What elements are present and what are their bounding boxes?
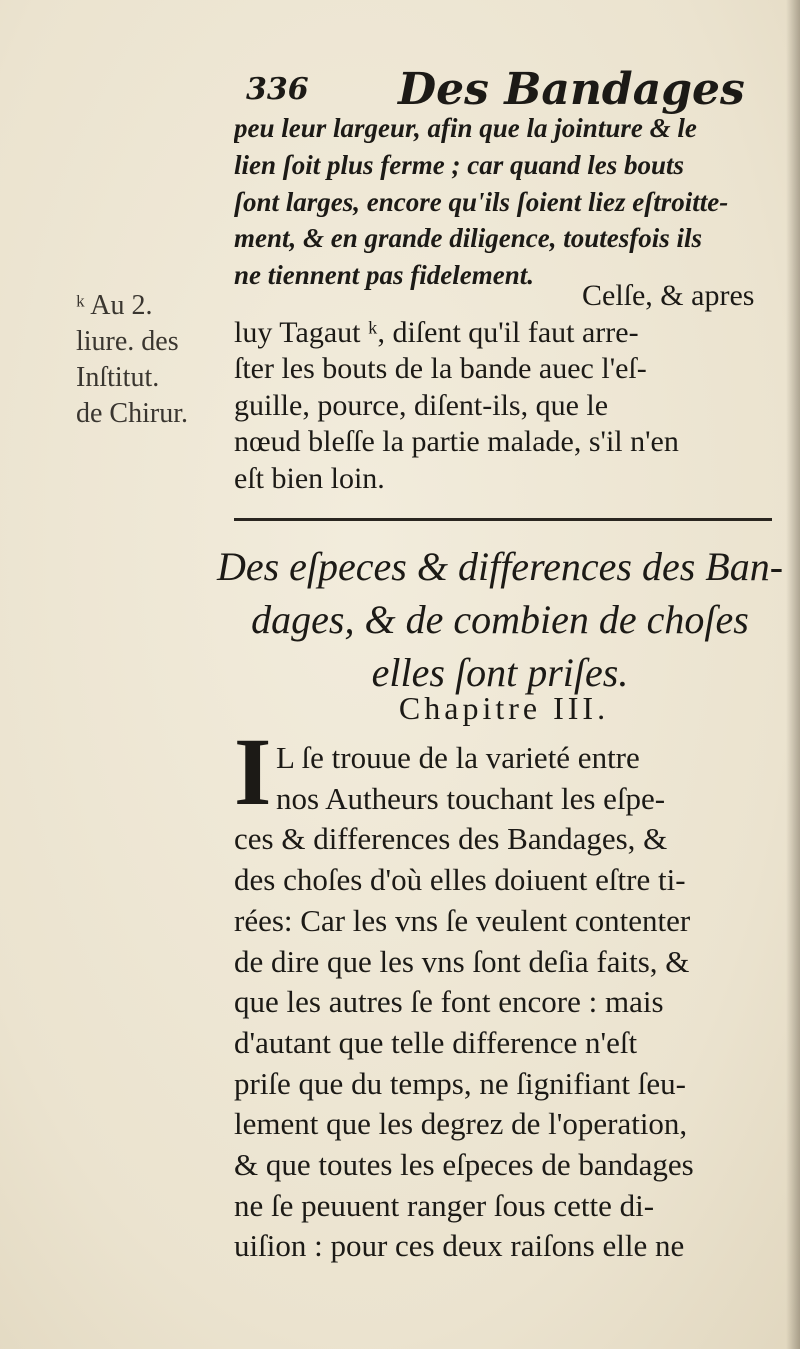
italic-passage xyxy=(234,110,774,294)
text-line: nœud bleſſe la partie malade, s'il n'en xyxy=(234,425,679,458)
running-title: Des Bandages xyxy=(398,64,745,115)
text-line: priſe que du temps, ne ſignifiant ſeu- xyxy=(234,1065,686,1101)
section-title-line: Des eſpeces & differences des Ban- xyxy=(216,544,784,589)
text-line: ne ſe peuuent ranger ſous cette di- xyxy=(234,1187,655,1223)
text-line: eſt bien loin. xyxy=(234,461,385,495)
body-text xyxy=(234,738,784,1267)
margin-note-line: liure. des xyxy=(76,326,179,357)
text-line: de dire que les vns ſont deſia faits, & xyxy=(234,943,690,979)
text-line: lien ſoit plus ferme ; car quand les bouts xyxy=(234,149,685,180)
text-line: ſont larges, encore qu'ils ſoient liez eſtroitte- xyxy=(234,186,729,217)
section-title xyxy=(200,540,800,699)
text-line: ne tiennent pas fidelement. xyxy=(234,260,534,291)
text-line: ſter les bouts de la bande auec l'eſ- xyxy=(234,352,647,385)
margin-note xyxy=(76,288,236,432)
text-line: L ſe trouue de la varieté entre xyxy=(276,740,640,775)
roman-passage xyxy=(234,278,774,497)
text-line: nos Autheurs touchant les eſpe- xyxy=(276,780,666,816)
text-line: luy Tagaut ᵏ, diſent qu'il faut arre- xyxy=(234,315,639,349)
text-line: rées: Car les vns ſe veulent contenter xyxy=(234,902,691,938)
drop-cap: I xyxy=(234,718,272,825)
margin-note-line: de Chirur. xyxy=(76,398,188,429)
chapter-heading: Chapitre III. xyxy=(398,690,610,726)
section-divider xyxy=(234,518,772,521)
text-line: peu leur largeur, afin que la jointure & le xyxy=(234,113,697,143)
text-line: que les autres ſe font encore : mais xyxy=(234,984,664,1020)
margin-note-line: Inſtitut. xyxy=(76,362,160,393)
text-line: d'autant que telle difference n'eſt xyxy=(234,1024,638,1060)
section-title-line: elles ſont priſes. xyxy=(371,650,629,695)
section-title-line: dages, & de combien de choſes xyxy=(251,597,749,642)
margin-note-line: ᵏ Au 2. xyxy=(76,290,153,321)
text-line: des choſes d'où elles doiuent eſtre ti- xyxy=(234,862,686,898)
text-line: Celſe, & apres xyxy=(582,279,755,312)
text-line: guille, pource, diſent-ils, que le xyxy=(234,388,609,422)
text-line: lement que les degrez de l'operation, xyxy=(234,1106,688,1142)
text-line: ces & differences des Bandages, & xyxy=(234,821,668,857)
page-header xyxy=(238,60,758,116)
text-line: uiſion : pour ces deux raiſons elle ne xyxy=(234,1228,685,1264)
text-line: ment, & en grande diligence, toutesfois ils xyxy=(234,223,703,254)
text-line: & que toutes les eſpeces de bandages xyxy=(234,1147,694,1183)
page-number: 336 xyxy=(246,72,309,107)
